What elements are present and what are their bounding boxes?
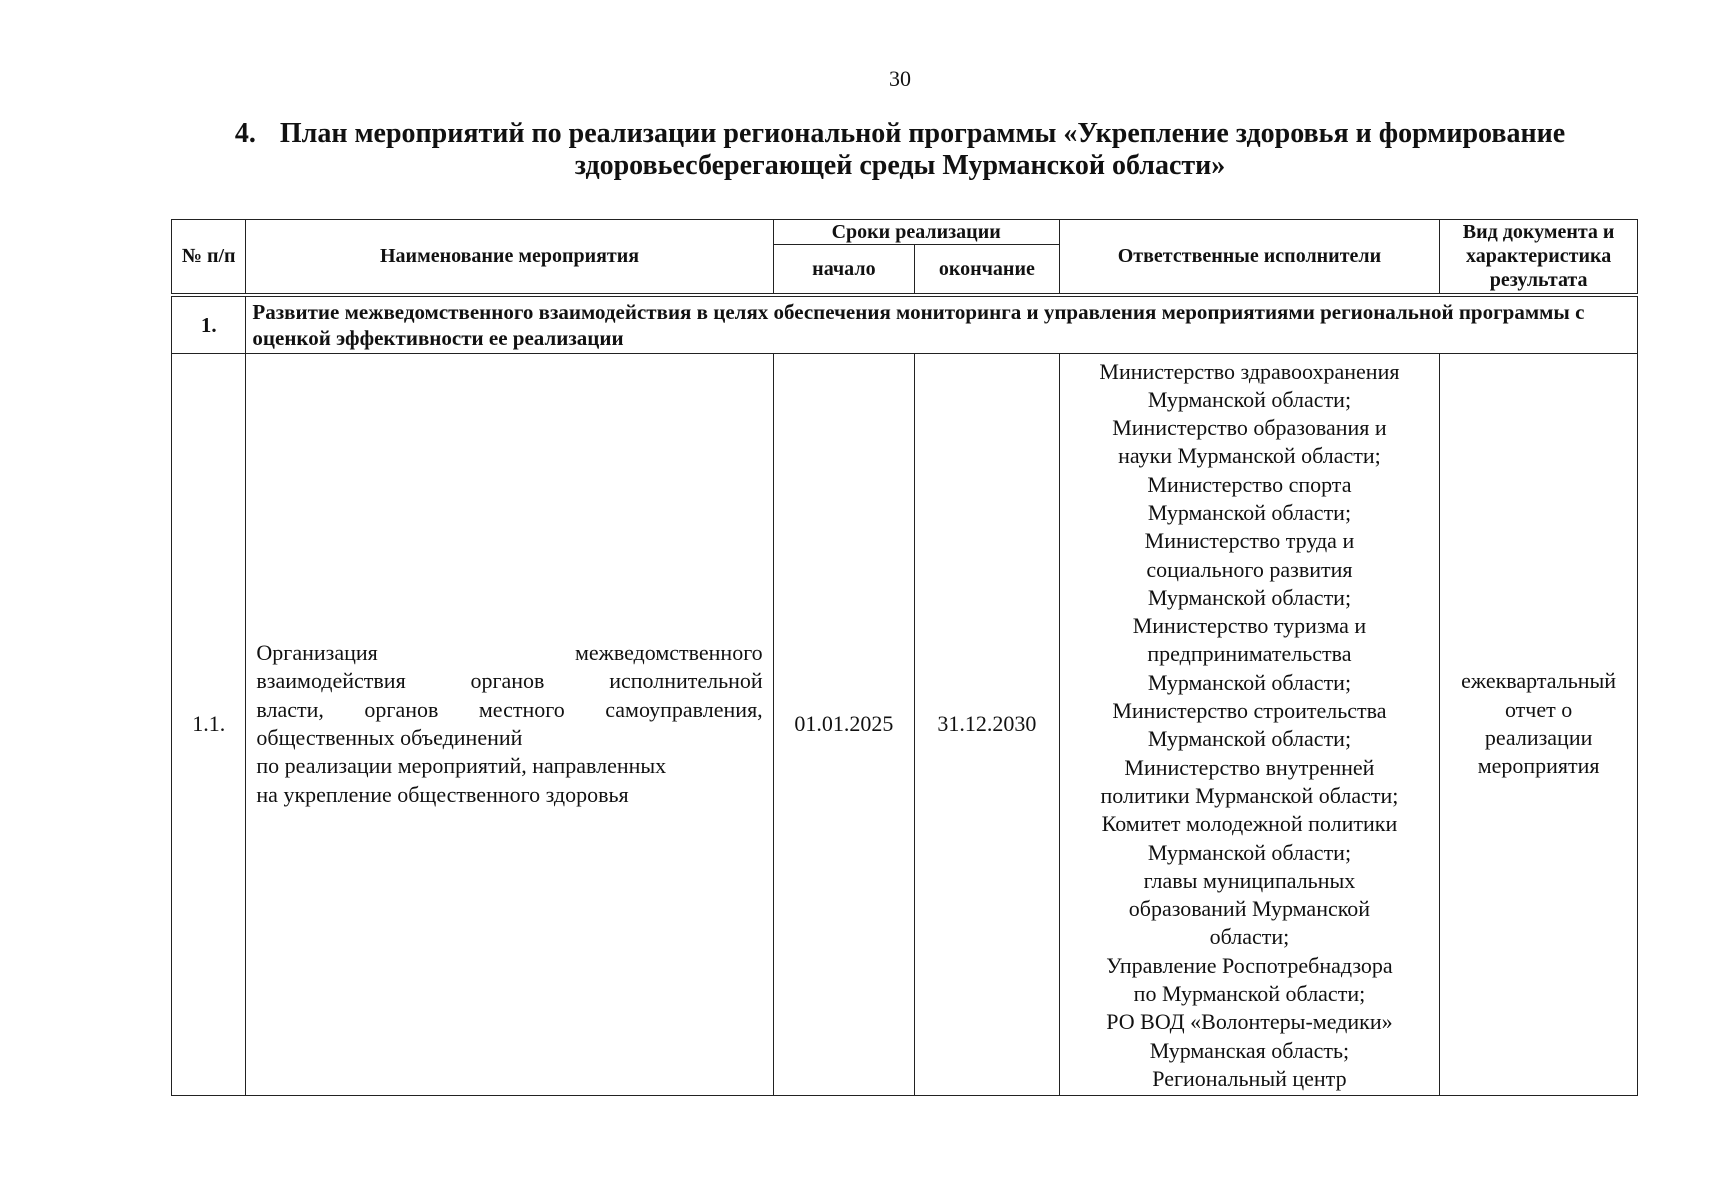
responsible-line: Комитет молодежной политики (1101, 811, 1398, 837)
title-line-2: здоровьесберегающей среды Мурманской области» (574, 150, 1226, 181)
row-name-line: Организация межведомственного (256, 640, 763, 666)
row-responsible (1059, 353, 1440, 1095)
responsible-line: главы муниципальных (1143, 867, 1356, 893)
responsible-line: предпринимательства (1147, 641, 1352, 667)
responsible-line: по Мурманской области; (1133, 981, 1366, 1007)
responsible-line: Мурманской области; (1147, 726, 1352, 752)
row-number: 1.1. (172, 353, 246, 1095)
responsible-line: Мурманская область; (1149, 1037, 1350, 1063)
document-title (160, 118, 1640, 182)
responsible-line: социального развития (1146, 556, 1353, 582)
row-doc-type (1440, 353, 1638, 1095)
responsible-line: образований Мурманской (1128, 896, 1371, 922)
responsible-line: Мурманской области; (1147, 584, 1352, 610)
plan-table (171, 219, 1638, 1096)
section-number: 1. (172, 295, 246, 354)
doc-type-line: ежеквартальный (1461, 668, 1617, 694)
responsible-line: РО ВОД «Волонтеры-медики» (1106, 1009, 1393, 1035)
header-name: Наименование мероприятия (246, 220, 773, 295)
responsible-line: науки Мурманской области; (1118, 443, 1381, 469)
title-line-1: План мероприятий по реализации региональной программы «Укрепление здоровья и формирование (279, 118, 1566, 149)
header-end: окончание (915, 245, 1060, 295)
responsible-line: Мурманской области; (1147, 669, 1352, 695)
header-num: № п/п (172, 220, 246, 295)
page-number: 30 (889, 66, 911, 91)
row-end-date: 31.12.2030 (915, 353, 1060, 1095)
responsible-line: Мурманской области; (1147, 386, 1352, 412)
doc-type-line: отчет о (1504, 696, 1573, 722)
responsible-line: Министерство спорта (1147, 471, 1352, 497)
responsible-line: Министерство внутренней (1124, 754, 1375, 780)
responsible-line: области; (1209, 924, 1290, 950)
row-name (246, 353, 773, 1095)
row-name-line: власти, органов местного самоуправления, (256, 696, 763, 722)
row-start-date: 01.01.2025 (773, 353, 914, 1095)
row-name-line: общественных объединений (256, 725, 523, 750)
section-title: Развитие межведомственного взаимодействия в целях обеспечения мониторинга и управления мероприятиями региональной программы с оценкой эффективности ее реализации (246, 295, 1638, 354)
responsible-line: Министерство здравоохранения (1099, 358, 1400, 384)
responsible-line: Министерство туризма и (1132, 613, 1367, 639)
responsible-line: Министерство труда и (1144, 528, 1355, 554)
responsible-line: Министерство образования и (1112, 415, 1387, 441)
doc-type-line: мероприятия (1477, 753, 1600, 779)
responsible-line: Региональный центр (1152, 1065, 1347, 1091)
responsible-line: Мурманской области; (1147, 499, 1352, 525)
doc-type-line: реализации (1484, 725, 1593, 750)
header-doc-type: Вид документа и характеристика результата (1440, 220, 1638, 295)
header-responsible: Ответственные исполнители (1059, 220, 1440, 295)
responsible-line: политики Мурманской области; (1100, 782, 1399, 808)
responsible-line: Мурманской области; (1147, 839, 1352, 865)
row-name-line: на укрепление общественного здоровья (256, 781, 629, 807)
header-period: Сроки реализации (773, 220, 1059, 245)
title-number: 4. (234, 118, 256, 149)
table-row (172, 353, 1638, 1095)
row-name-line: взаимодействия органов исполнительной (256, 668, 763, 694)
responsible-line: Управление Роспотребнадзора (1106, 952, 1393, 978)
responsible-line: Министерство строительства (1112, 698, 1387, 724)
row-name-line: по реализации мероприятий, направленных (256, 753, 667, 779)
header-start: начало (773, 245, 914, 295)
